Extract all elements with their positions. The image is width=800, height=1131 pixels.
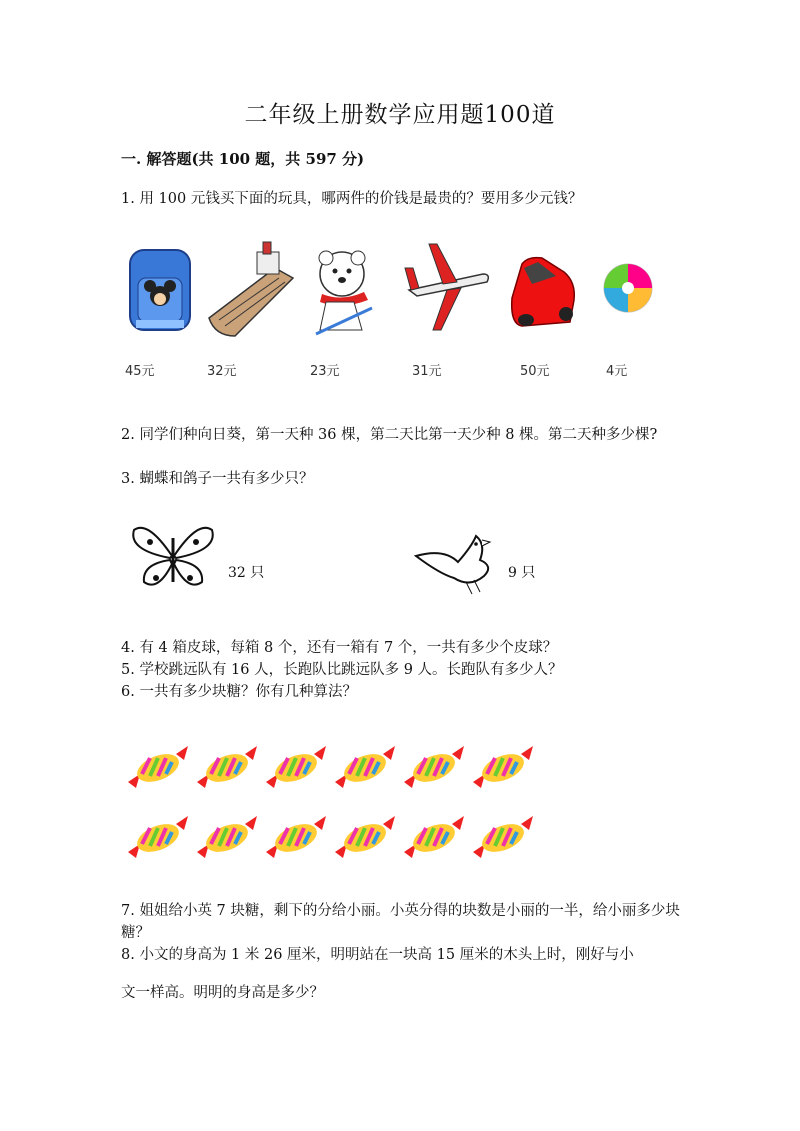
toy-price: 31元 — [412, 364, 442, 379]
question-1: 1. 用 100 元钱买下面的玩具，哪两件的价钱是最贵的？要用多少元钱？ — [121, 191, 583, 207]
question-5: 5. 学校跳远队有 16 人，长跑队比跳远队多 9 人。长跑队有多少人？ — [121, 662, 563, 678]
candy-icon — [471, 744, 535, 790]
toy-price: 4元 — [606, 364, 628, 379]
candy-icon — [333, 744, 397, 790]
car-icon — [508, 238, 580, 338]
candy-icon — [126, 814, 190, 860]
question-8-line-2: 文一样高。明明的身高是多少？ — [121, 985, 324, 1001]
candy-icon — [264, 744, 328, 790]
candy-icon — [333, 814, 397, 860]
question-7: 7. 姐姐给小英 7 块糖，剩下的分给小丽。小英分得的块数是小丽的一半，给小丽多少块糖？ — [121, 903, 680, 941]
candy-icon — [471, 814, 535, 860]
candy-icon — [402, 744, 466, 790]
candy-icon — [195, 744, 259, 790]
toy-price: 50元 — [520, 364, 550, 379]
dove-icon — [414, 526, 498, 596]
page-title: 二年级上册数学应用题100道 — [244, 102, 556, 128]
toy-price: 32元 — [207, 364, 237, 379]
candy-icon — [126, 744, 190, 790]
butterfly-icon — [128, 520, 218, 594]
section-heading: 一. 解答题(共 100 题，共 597 分) — [121, 150, 365, 168]
airplane-icon — [403, 238, 491, 338]
candy-icon — [402, 814, 466, 860]
toy-price: 45元 — [125, 364, 155, 379]
ball-icon — [600, 238, 660, 338]
candy-icon — [195, 814, 259, 860]
ship-icon — [205, 238, 297, 338]
candy-grid — [126, 744, 546, 860]
question-8-line-1: 8. 小文的身高为 1 米 26 厘米，明明站在一块高 15 厘米的木头上时，刚好与小 — [121, 947, 634, 963]
candy-icon — [264, 814, 328, 860]
dove-count: 9 只 — [508, 565, 536, 581]
question-6: 6. 一共有多少块糖？你有几种算法？ — [121, 684, 357, 700]
bear-icon — [312, 238, 392, 338]
question-3: 3. 蝴蝶和鸽子一共有多少只？ — [121, 471, 314, 487]
butterfly-count: 32 只 — [228, 565, 265, 581]
question-2: 2. 同学们种向日葵，第一天种 36 棵，第二天比第一天少种 8 棵。第二天种多少棵? — [121, 427, 658, 443]
toy-price: 23元 — [310, 364, 340, 379]
question-4: 4. 有 4 箱皮球，每箱 8 个，还有一箱有 7 个，一共有多少个皮球？ — [121, 640, 558, 656]
backpack-icon — [122, 238, 202, 338]
